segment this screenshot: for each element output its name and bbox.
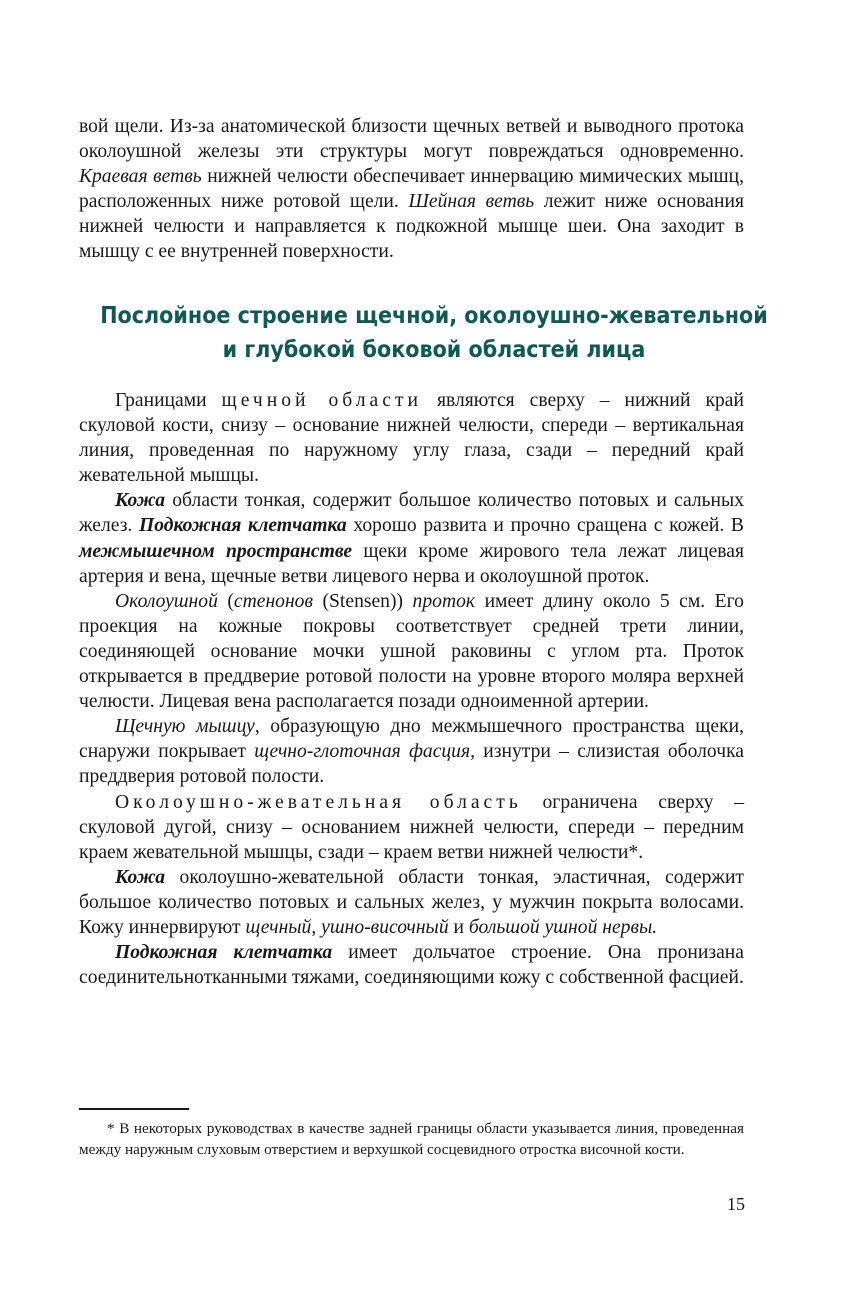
intro-paragraph xyxy=(79,114,744,265)
text-run: лежит ниже основания нижней челюсти и направляется к подкожной мышце шеи. Она заходит в мышцу с ее внутренней поверхности. xyxy=(79,191,744,263)
paragraph-buccal-borders xyxy=(79,388,744,488)
text-run: , xyxy=(311,916,322,938)
term-subcutaneous-tissue: Подкожная клетчатка xyxy=(115,942,333,964)
text-run: ограничена сверху – скуловой дугой, снизу – основанием нижней челюсти, спереди – передним краем жевательной мышцы, сзади – краем ветви нижней челюсти*. xyxy=(79,791,745,863)
text-run: и xyxy=(448,916,469,938)
text-run: околоушно-жевательной области тонкая, эластичная, содержит большое количество потовых и сальных желез, у мужчин покрыта волосами. Кожу иннервируют xyxy=(79,866,744,938)
text-run: имеет длину около 5 см. Его проекция на кожные покровы соответствует средней трети линии, соединяющей основание мочки ушной раковины с углом рта. Проток открывается в преддверие ротовой полости на уровне второго моляра верхней челюсти. Лицевая вена располагается позади одноименной артерии. xyxy=(79,590,744,713)
term-skin: Кожа xyxy=(115,866,166,888)
text-run: хорошо развита и прочно сращена с кожей. В xyxy=(346,515,745,537)
term-buccal-region: щечной области xyxy=(221,390,422,411)
footnote-separator xyxy=(79,1108,189,1110)
text-run: изнутри – слизистая оболочка преддверия ротовой полости. xyxy=(79,741,744,788)
page-number: 15 xyxy=(727,1194,745,1214)
term-buccal-nerve: щечный xyxy=(245,916,312,938)
text-run: щеки кроме жирового тела лежат лицевая артерия и вена, щечные ветви лицевого нерва и околоушной проток. xyxy=(79,540,744,587)
paragraph-subcutaneous xyxy=(79,940,744,990)
term-auriculotemporal-nerve: ушно-височный xyxy=(321,916,449,938)
text-run: имеет дольчатое строение. Она пронизана соединительнотканными тяжами, соединяющими кожу с собственной фасцией. xyxy=(79,942,744,989)
term-parotid: Околоушной xyxy=(115,590,218,612)
text-run: Границами xyxy=(115,390,222,411)
text-run: ( xyxy=(217,590,234,612)
section-heading xyxy=(97,299,770,367)
term-marginal-branch: Краевая ветвь xyxy=(79,166,202,188)
term-intermuscular-space: межмышечном пространстве xyxy=(79,540,353,562)
paragraph-buccal-skin xyxy=(79,488,744,588)
text-run: (Stensen)) xyxy=(313,590,413,612)
paragraph-parotid-duct xyxy=(79,589,744,714)
heading-line-2: и глубокой боковой областей лица xyxy=(222,337,646,363)
term-great-auricular-nerve: большой ушной нервы. xyxy=(468,916,658,938)
footnote: * В некоторых руководствах в качестве задней границы области указывается линия, проведенная между наружным слуховым отверстием и верхушкой сосцевидного отростка височной кости. xyxy=(79,1120,744,1159)
paragraph-buccinator xyxy=(79,714,744,789)
term-buccopharyngeal-fascia: щечно-глоточная фасция, xyxy=(254,741,475,763)
text-run: являются сверху – нижний край скуловой кости, снизу – основание нижней челюсти, спереди – вертикальная линия, проведенная по наружному углу глаза, сзади – передний край жевательной мышцы. xyxy=(79,390,744,487)
term-skin: Кожа xyxy=(115,490,166,512)
paragraph-parotid-masseteric-region xyxy=(79,790,744,865)
text-run: вой щели. Из-за анатомической близости щечных ветвей и выводного протока околоушной железы эти структуры могут повреждаться одновременно. xyxy=(79,116,744,163)
text-run: , образующую дно межмышечного пространства щеки, снаружи покрывает xyxy=(79,716,744,763)
main-text xyxy=(79,388,744,990)
text-run: области тонкая, содержит большое количество потовых и сальных желез. xyxy=(79,490,744,537)
term-duct: проток xyxy=(412,590,476,612)
paragraph-region-skin xyxy=(79,865,744,940)
term-stenon: стенонов xyxy=(233,590,313,612)
term-subcutaneous-tissue: Подкожная клетчатка xyxy=(138,515,347,537)
term-cervical-branch: Шейная ветвь xyxy=(408,191,535,213)
text-run: нижней челюсти обеспечивает иннервацию мимических мышц, расположенных ниже ротовой щели. xyxy=(79,166,744,213)
term-parotid-masseteric-region: Околоушно-жевательная область xyxy=(115,791,522,813)
heading-line-1: Послойное строение щечной, околоушно-жевательной xyxy=(100,303,768,329)
term-buccinator: Щечную мышцу xyxy=(115,716,255,738)
